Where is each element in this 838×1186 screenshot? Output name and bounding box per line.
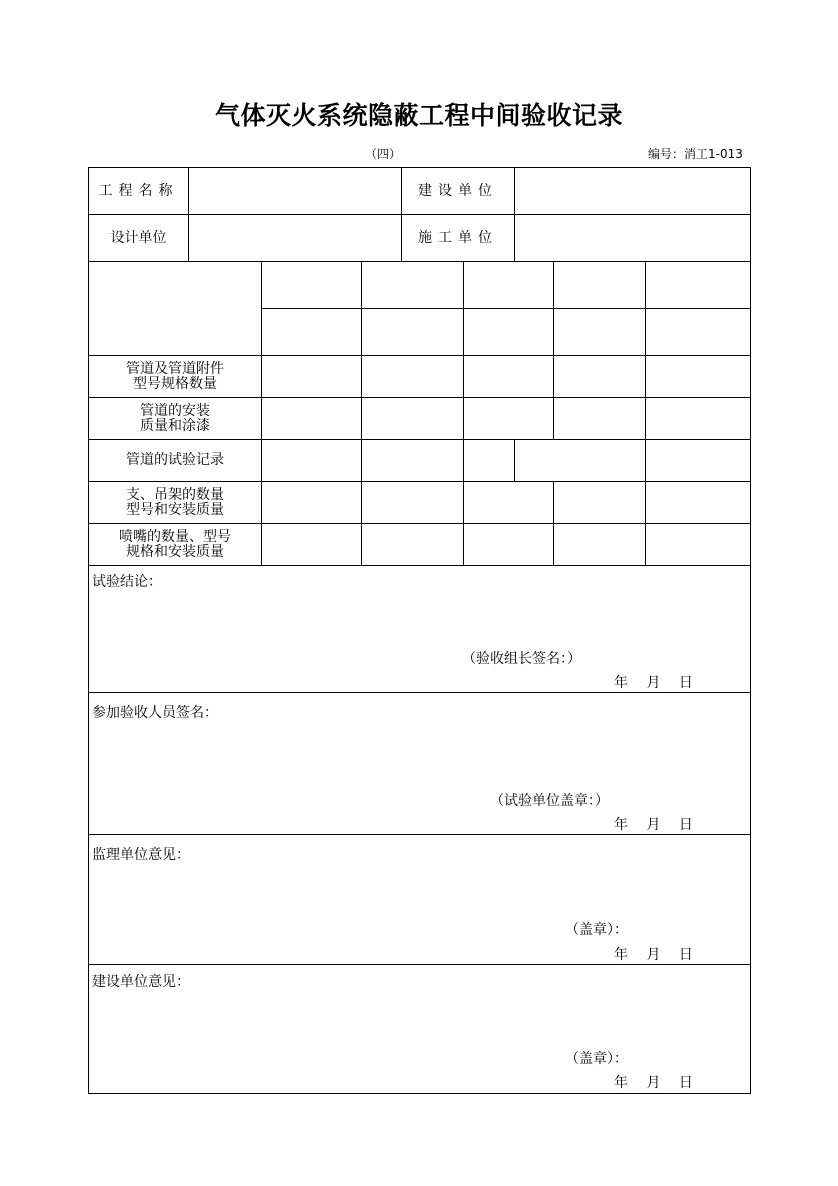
inspection-row-label [89, 398, 261, 439]
inspection-row-label [89, 440, 261, 481]
inspection-row-label [89, 482, 261, 523]
test-conclusion-date: 年 月 日 [614, 675, 693, 691]
builder-unit-field[interactable] [515, 215, 750, 261]
participants-signature: （试验单位盖章：） [490, 793, 609, 809]
inspection-row-label [89, 524, 261, 565]
construction-unit-field[interactable] [515, 168, 750, 214]
grid-line [261, 261, 262, 565]
grid-line [88, 692, 751, 693]
grid-line [750, 167, 751, 1093]
grid-line [645, 261, 646, 439]
row-label-line: 质量和涂漆 [140, 417, 210, 434]
grid-line [514, 439, 515, 481]
grid-line [645, 481, 646, 565]
grid-line [261, 308, 751, 309]
supervision-signature: （盖章）： [565, 922, 628, 938]
row-label-line: 管道的试验记录 [126, 452, 224, 468]
project-name-label: 工程名称 [98, 182, 179, 199]
grid-line [553, 481, 554, 565]
design-unit-field[interactable] [189, 215, 401, 261]
section-number: （四） [365, 147, 402, 161]
row-label-line: 规格和安装质量 [126, 543, 224, 560]
construction-unit-label: 建设单位 [418, 182, 498, 199]
grid-line [88, 167, 89, 1093]
supervision-date: 年 月 日 [614, 947, 693, 963]
grid-line [88, 964, 751, 965]
form-code: 编号：消工1-013 [648, 147, 743, 161]
row-label-line: 管道的安装 [140, 402, 210, 419]
owner-signature: （盖章）： [565, 1051, 628, 1067]
row-label-line: 支、吊架的数量 [126, 486, 224, 503]
grid-line [88, 261, 751, 262]
supervision-label: 监理单位意见： [92, 847, 190, 863]
row-label-line: 管道及管道附件 [126, 360, 224, 377]
grid-line [361, 261, 362, 565]
test-conclusion-label: 试验结论： [92, 574, 162, 590]
test-conclusion-signature: （验收组长签名：） [462, 651, 581, 667]
row-label-line: 喷嘴的数量、型号 [119, 528, 231, 545]
owner-label: 建设单位意见： [92, 974, 190, 990]
grid-line [645, 439, 646, 481]
grid-line [88, 565, 751, 566]
participants-date: 年 月 日 [614, 817, 693, 833]
grid-line [553, 261, 554, 439]
project-name-field[interactable] [189, 168, 401, 214]
design-unit-label: 设计单位 [110, 229, 167, 246]
grid-line [88, 1093, 751, 1094]
grid-line [463, 261, 464, 565]
row-label-line: 型号和安装质量 [126, 501, 224, 518]
participants-label: 参加验收人员签名： [92, 705, 218, 721]
document-title: 气体灭火系统隐蔽工程中间验收记录 [214, 101, 623, 130]
row-label-line: 型号规格数量 [133, 375, 217, 392]
owner-date: 年 月 日 [614, 1075, 693, 1091]
inspection-row-label [89, 356, 261, 397]
grid-line [88, 834, 751, 835]
builder-unit-label: 施工单位 [418, 229, 498, 246]
